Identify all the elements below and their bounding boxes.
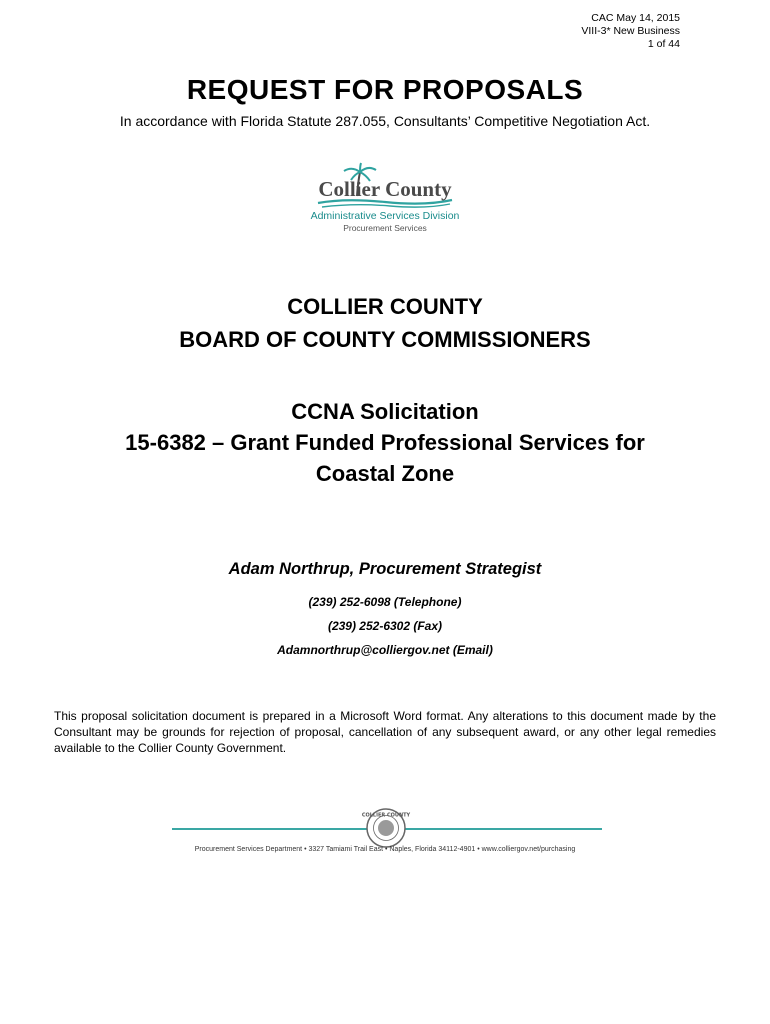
contact-block xyxy=(0,560,770,662)
seal-icon xyxy=(361,808,411,848)
logo-graphic xyxy=(300,162,470,210)
solicitation-heading xyxy=(0,396,770,489)
contact-email: Adamnorthrup@colliergov.net (Email) xyxy=(277,643,493,657)
footer-address: Procurement Services Department • 3327 Tamiami Trail East • Naples, Florida 34112-4901 • www.colliergov.net/purchasing xyxy=(194,846,576,853)
organization-line-1: COLLIER COUNTY xyxy=(287,294,483,319)
organization-heading xyxy=(0,290,770,356)
contact-name: Adam Northrup, Procurement Strategist xyxy=(228,560,542,578)
contact-fax: (239) 252-6302 (Fax) xyxy=(327,619,443,633)
header-meta-line-1: CAC May 14, 2015 xyxy=(591,12,680,24)
page-counter: 1 of 44 xyxy=(647,38,680,50)
header-meta-line-2: VIII-3* New Business xyxy=(581,25,680,37)
wave-icon xyxy=(318,200,452,207)
document-title: REQUEST FOR PROPOSALS xyxy=(186,74,584,105)
solicitation-line-2: 15-6382 – Grant Funded Professional Services for xyxy=(125,430,645,455)
seal-text: COLLIER COUNTY xyxy=(361,812,411,819)
document-subtitle: In accordance with Florida Statute 287.055, Consultants’ Competitive Negotiation Act. xyxy=(119,113,651,129)
solicitation-line-3: Coastal Zone xyxy=(315,461,455,486)
logo-services: Procurement Services xyxy=(343,223,427,233)
disclaimer-paragraph: This proposal solicitation document is prepared in a Microsoft Word format. Any alterations to this document made by the Consultant may be grounds for rejection of proposal, cancellation of any subsequent award, or any other legal remedies available to the Collier County Government. xyxy=(54,709,716,755)
solicitation-line-1: CCNA Solicitation xyxy=(291,399,479,424)
logo-wordmark: Collier County xyxy=(318,177,452,201)
county-seal xyxy=(361,808,411,848)
collier-county-logo xyxy=(300,162,470,238)
logo-division: Administrative Services Division xyxy=(310,210,460,222)
contact-phone: (239) 252-6098 (Telephone) xyxy=(308,595,462,609)
organization-line-2: BOARD OF COUNTY COMMISSIONERS xyxy=(179,327,591,352)
header-meta xyxy=(581,12,680,51)
